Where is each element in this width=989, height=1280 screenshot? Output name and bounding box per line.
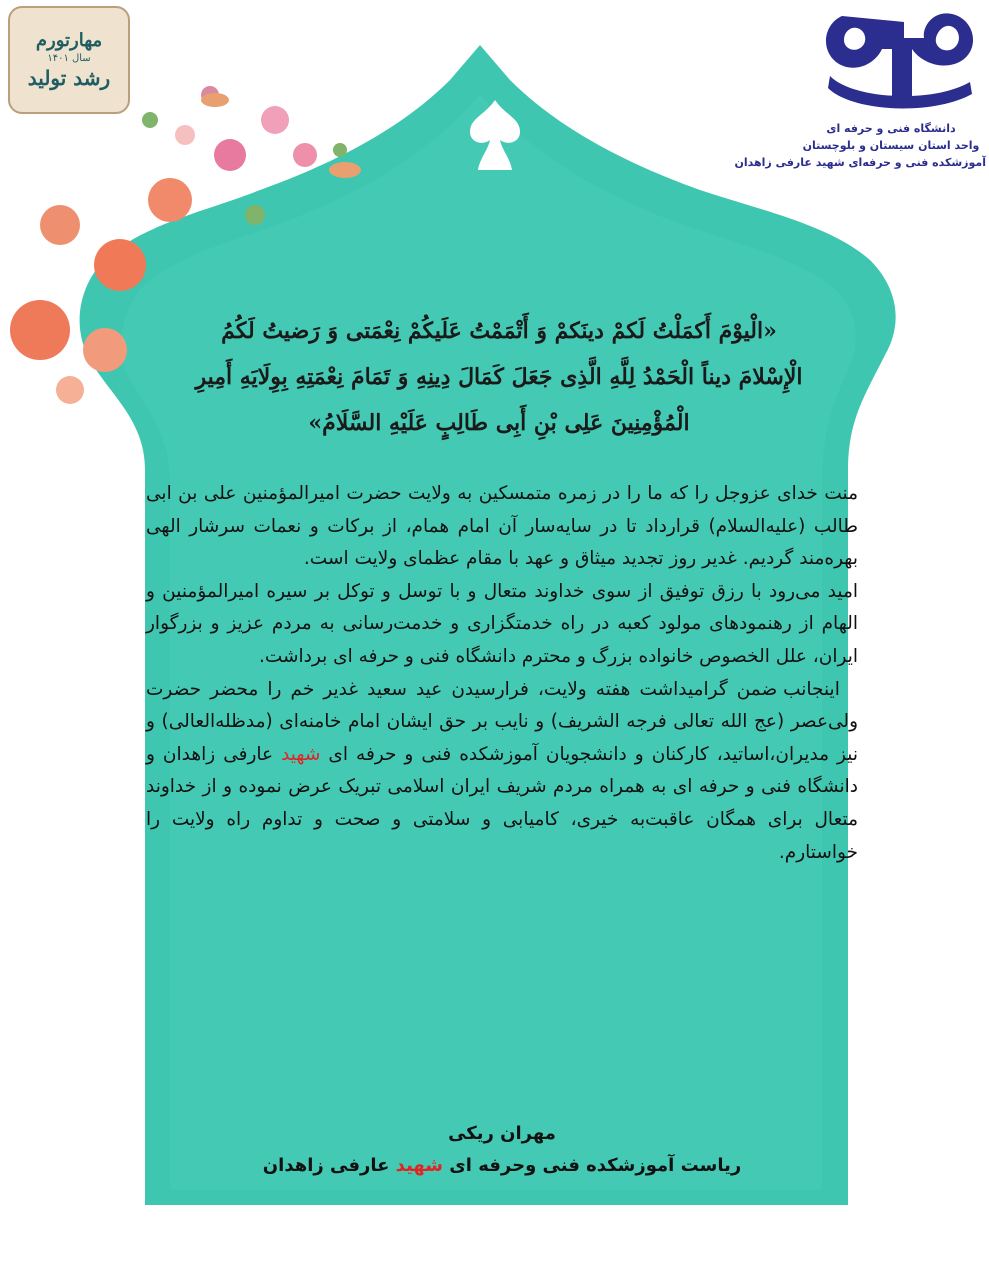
university-logo-text: [734, 120, 986, 171]
message-paragraph-2: امید می‌رود با رزق توفیق از سوی خداوند متعال و با توسل و توکل بر سیره امیرالمؤمنین و الهام از رهنمودهای مولود کعبه در راه خدمتگزاری و خدمت‌رسانی به مردم عزیز و بزرگوار ایران، علل الخصوص خانواده بزرگ و محترم دانشگاه فنی و حرفه ای برداشت.: [146, 580, 858, 667]
highlight-martyr-word: شهید: [281, 743, 321, 765]
badge-line-2: سال ۱۴۰۱: [47, 53, 91, 64]
signature-block: [146, 1118, 858, 1182]
message-paragraph-1: منت خدای عزوجل را که ما را در زمره متمسکین به ولایت حضرت امیرالمؤمنین علی بن ابی طالب (علیه‌السلام) قرارداد تا در سایه‌سار آن امام همام، از برکات و نعمات سرشار الهی بهره‌مند گردیم. غدیر روز تجدید میثاق و عهد با مقام عظمای ولایت است.: [146, 483, 858, 570]
signer-title-highlight: شهید: [395, 1155, 444, 1176]
paragraph-3-end: عارفی زاهدان و دانشگاه فنی و حرفه ای به همراه مردم شریف ایران اسلامی تبریک عرض نموده و از خداوند متعال برای همگان عاقبت‌به خیری، کامیابی و سلامتی و صحت و تداوم راه ولایت را خواستارم.: [146, 743, 858, 863]
verse-block: [132, 308, 866, 446]
badge-line-3: رشد تولید: [27, 66, 111, 90]
logo-line-2: واحد استان سیستان و بلوچستان: [802, 139, 980, 152]
year-slogan-badge: [8, 6, 130, 114]
message-paragraph-3: [146, 674, 858, 870]
signer-title: [146, 1150, 858, 1182]
logo-line-1: دانشگاه فنی و حرفه ای: [826, 122, 956, 135]
message-body: [146, 478, 858, 869]
signer-name: مهران ریکی: [448, 1123, 556, 1144]
badge-line-1: مهارتورم: [35, 30, 103, 51]
paragraph-3-start: اینجانب ضمن گرامیداشت هفته ولایت، فرارسیدن عید سعید غدیر خم را محضر حضرت ولی‌عصر (عج الله تعالی فرجه الشریف) و نایب بر حق ایشان امام خامنه‌ای (مدظله‌العالی) و نیز مدیران،اساتید، کارکنان و دانشجویان آموزشکده فنی و حرفه ای: [146, 678, 858, 765]
signer-title-start: ریاست آموزشکده فنی وحرفه ای: [443, 1155, 742, 1176]
signer-title-end: عارفی زاهدان: [262, 1155, 396, 1176]
verse-line-1: «الْیوْمَ أَکمَلْتُ لَکمْ دینَکمْ وَ أَتْمَمْتُ عَلَیکُمْ نِعْمَتی وَ رَضیتُ لَکُمُ: [221, 318, 777, 344]
verse-line-3: الْمُؤْمِنِینَ عَلِی بْنِ أَبِی طَالِبٍ عَلَیْهِ السَّلَامُ»: [308, 410, 690, 436]
logo-line-3: آموزشکده فنی و حرفه‌ای شهید عارفی زاهدان: [734, 156, 986, 169]
verse-line-2: الْإِسْلامَ دیناً الْحَمْدُ لِلَّهِ الَّذِی جَعَلَ کَمَالَ دِینِهِ وَ تَمَامَ نِعْمَتِهِ بِوِلَایَهِ أَمِیرِ: [195, 364, 803, 390]
